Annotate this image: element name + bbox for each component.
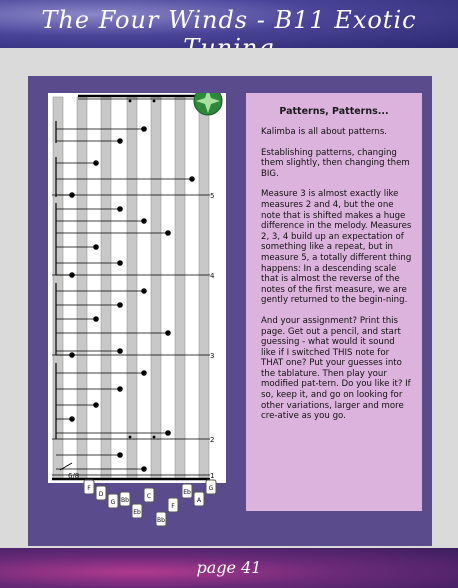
- note-dot: [69, 416, 75, 422]
- text-paragraph-3: Measure 3 is almost exactly like measures 2 and 4, but the one note that is shifted makes a huge difference in the melody. Measures 2, 3, 4 build up an expectation of something like a repeat, but in measure 5, a totally different thing happens: In a descending scale that is almost the reverse of the notes of the first measure, we are gently returned to the begin-ning.: [261, 189, 412, 306]
- note-dot: [93, 402, 99, 408]
- page-header: [0, 0, 458, 48]
- tine-strip: [53, 97, 63, 479]
- note-dot: [165, 430, 171, 436]
- note-dot: [117, 452, 123, 458]
- lesson-text-box: [246, 93, 422, 511]
- note-dot: [69, 352, 75, 358]
- note-dot: [117, 206, 123, 212]
- measure-number: 1: [210, 472, 215, 480]
- note-dot: [141, 370, 147, 376]
- note-dot: [141, 218, 147, 224]
- kalimba-key-label: A: [196, 497, 202, 504]
- note-dot: [141, 466, 147, 472]
- kalimba-key-label: G: [110, 499, 116, 506]
- note-dot: [93, 316, 99, 322]
- repeat-dot: [153, 436, 156, 439]
- tine-strip: [101, 97, 111, 479]
- note-dot: [117, 138, 123, 144]
- kalimba-key-label: G: [208, 485, 214, 492]
- kalimba-key-label: D: [98, 491, 104, 498]
- repeat-dot: [129, 436, 132, 439]
- note-dot: [69, 272, 75, 278]
- note-dot: [117, 348, 123, 354]
- note-dot: [117, 386, 123, 392]
- tine-strip: [127, 97, 137, 479]
- kalimba-key-label: Bb: [157, 517, 165, 524]
- tine-strip: [77, 97, 87, 479]
- kalimba-key-label: Eb: [133, 509, 141, 516]
- tine-strip: [151, 97, 161, 479]
- text-paragraph-1: Kalimba is all about patterns.: [261, 127, 388, 137]
- page-footer: [0, 548, 458, 588]
- note-dot: [165, 230, 171, 236]
- text-box-title: Patterns, Patterns...: [279, 106, 389, 117]
- compass-star-icon: [194, 93, 222, 115]
- text-paragraph-2: Establishing patterns, changing them slightly, then changing them BIG.: [261, 147, 410, 179]
- tine-strip: [199, 97, 209, 479]
- measure-number: 3: [210, 352, 215, 360]
- note-dot: [141, 126, 147, 132]
- repeat-dot: [153, 100, 156, 103]
- repeat-dot: [129, 100, 132, 103]
- note-dot: [93, 160, 99, 166]
- note-dot: [165, 330, 171, 336]
- kalimba-tablature: [48, 93, 226, 483]
- note-dot: [117, 260, 123, 266]
- kalimba-key-labels: [48, 478, 228, 528]
- note-dot: [93, 244, 99, 250]
- kalimba-key-label: Eb: [183, 489, 191, 496]
- measure-number: 4: [210, 272, 215, 280]
- note-dot: [69, 192, 75, 198]
- measure-number: 5: [210, 192, 215, 200]
- kalimba-key-label: F: [87, 485, 91, 492]
- kalimba-key-label: Bb: [121, 497, 129, 504]
- measure-number: 2: [210, 436, 215, 444]
- kalimba-key-label: F: [171, 503, 175, 510]
- tablature-card: [48, 93, 226, 483]
- note-dot: [189, 176, 195, 182]
- note-dot: [141, 288, 147, 294]
- page-number: page 41: [196, 558, 262, 577]
- kalimba-key-label: C: [146, 493, 152, 500]
- text-paragraph-4: And your assignment? Print this page. Get out a pencil, and start guessing - what would it sound like if I switched THIS note for THAT one? Put your guesses into the tablature. Then play your modified pat-tern. Do you like it? If so, keep it, and go on looking for other variations, larger and more cre-ative as you go.: [261, 315, 411, 422]
- note-dot: [117, 302, 123, 308]
- time-signature: 6/8: [68, 472, 80, 480]
- tine-strip: [175, 97, 185, 479]
- page-title: The Four Winds - B11 Exotic: [41, 6, 417, 34]
